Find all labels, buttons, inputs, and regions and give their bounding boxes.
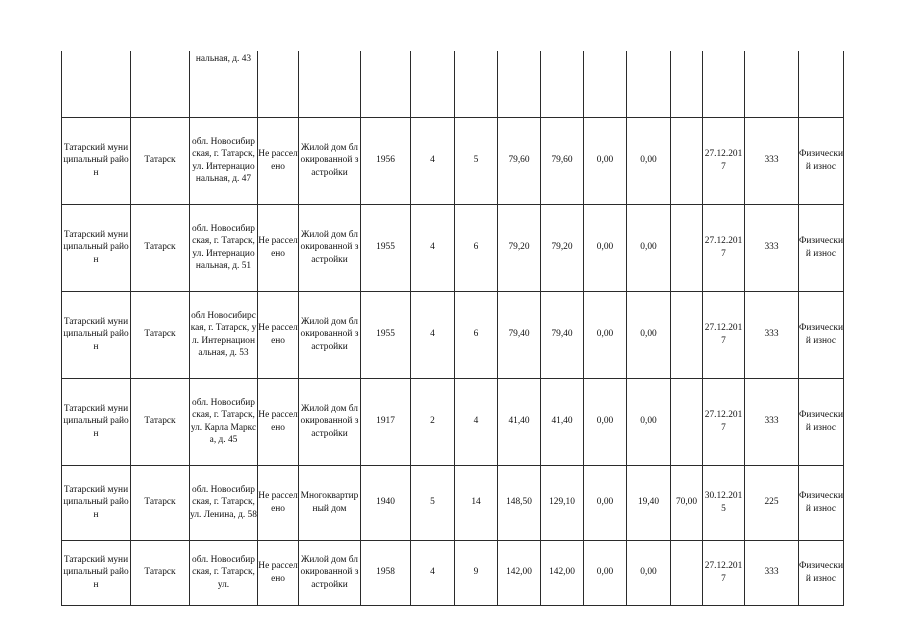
cell-status bbox=[258, 51, 299, 117]
cell-col10: 41,40 bbox=[541, 378, 584, 465]
cell-col11 bbox=[584, 51, 627, 117]
cell-col8: 6 bbox=[455, 291, 498, 378]
cell-col15: 333 bbox=[745, 291, 799, 378]
cell-reason: Физический износ bbox=[799, 204, 844, 291]
cell-status: Не расселено bbox=[258, 117, 299, 204]
cell-building-type: Жилой дом блокированной застройки bbox=[299, 291, 361, 378]
cell-col13 bbox=[671, 291, 703, 378]
cell-col8: 9 bbox=[455, 540, 498, 605]
cell-reason: Физический износ bbox=[799, 378, 844, 465]
cell-municipality: Татарский муниципальный район bbox=[62, 117, 131, 204]
cell-date: 27.12.2017 bbox=[703, 540, 745, 605]
table-row bbox=[62, 378, 844, 465]
cell-status: Не расселено bbox=[258, 204, 299, 291]
housing-table bbox=[61, 51, 844, 606]
cell-col10: 79,60 bbox=[541, 117, 584, 204]
cell-building-type: Жилой дом блокированной застройки bbox=[299, 204, 361, 291]
cell-col11: 0,00 bbox=[584, 291, 627, 378]
cell-col15: 333 bbox=[745, 540, 799, 605]
cell-col10: 79,40 bbox=[541, 291, 584, 378]
cell-date: 27.12.2017 bbox=[703, 378, 745, 465]
cell-col9 bbox=[498, 51, 541, 117]
cell-col7: 4 bbox=[411, 291, 455, 378]
cell-col9: 148,50 bbox=[498, 465, 541, 540]
cell-col8: 14 bbox=[455, 465, 498, 540]
cell-reason: Физический износ bbox=[799, 540, 844, 605]
cell-col8 bbox=[455, 51, 498, 117]
cell-building-type: Многоквартирный дом bbox=[299, 465, 361, 540]
cell-settlement: Татарск bbox=[131, 291, 190, 378]
cell-year: 1958 bbox=[361, 540, 411, 605]
cell-col10: 142,00 bbox=[541, 540, 584, 605]
cell-reason: Физический износ bbox=[799, 117, 844, 204]
cell-reason: Физический износ bbox=[799, 465, 844, 540]
cell-col7: 4 bbox=[411, 117, 455, 204]
cell-status: Не расселено bbox=[258, 378, 299, 465]
cell-col7: 2 bbox=[411, 378, 455, 465]
cell-settlement bbox=[131, 51, 190, 117]
cell-address: обл. Новосибирская, г. Татарск, ул. Ленина, д. 58 bbox=[190, 465, 258, 540]
cell-col7: 4 bbox=[411, 204, 455, 291]
table-row bbox=[62, 465, 844, 540]
cell-status: Не расселено bbox=[258, 291, 299, 378]
cell-col12 bbox=[627, 51, 671, 117]
cell-year: 1917 bbox=[361, 378, 411, 465]
cell-year bbox=[361, 51, 411, 117]
cell-col12: 19,40 bbox=[627, 465, 671, 540]
cell-col13 bbox=[671, 51, 703, 117]
cell-col8: 5 bbox=[455, 117, 498, 204]
cell-col15: 333 bbox=[745, 378, 799, 465]
cell-settlement: Татарск bbox=[131, 204, 190, 291]
cell-municipality bbox=[62, 51, 131, 117]
cell-reason: Физический износ bbox=[799, 291, 844, 378]
cell-col11: 0,00 bbox=[584, 540, 627, 605]
cell-col15 bbox=[745, 51, 799, 117]
cell-date: 30.12.2015 bbox=[703, 465, 745, 540]
cell-col12: 0,00 bbox=[627, 204, 671, 291]
cell-col13 bbox=[671, 378, 703, 465]
cell-municipality: Татарский муниципальный район bbox=[62, 204, 131, 291]
table-row bbox=[62, 204, 844, 291]
cell-building-type: Жилой дом блокированной застройки bbox=[299, 378, 361, 465]
cell-col10: 129,10 bbox=[541, 465, 584, 540]
cell-date: 27.12.2017 bbox=[703, 117, 745, 204]
cell-col11: 0,00 bbox=[584, 378, 627, 465]
cell-address: нальная, д. 43 bbox=[190, 51, 258, 117]
cell-building-type bbox=[299, 51, 361, 117]
cell-col8: 4 bbox=[455, 378, 498, 465]
cell-col13: 70,00 bbox=[671, 465, 703, 540]
table-row-continued bbox=[62, 51, 844, 117]
cell-status: Не расселено bbox=[258, 540, 299, 605]
cell-col10: 79,20 bbox=[541, 204, 584, 291]
table-row bbox=[62, 540, 844, 605]
cell-date: 27.12.2017 bbox=[703, 291, 745, 378]
cell-col13 bbox=[671, 117, 703, 204]
cell-settlement: Татарск bbox=[131, 117, 190, 204]
cell-reason bbox=[799, 51, 844, 117]
cell-address: обл. Новосибирская, г. Татарск, ул. Интернациональная, д. 47 bbox=[190, 117, 258, 204]
cell-col15: 225 bbox=[745, 465, 799, 540]
cell-col13 bbox=[671, 204, 703, 291]
cell-status: Не расселено bbox=[258, 465, 299, 540]
cell-col13 bbox=[671, 540, 703, 605]
cell-col12: 0,00 bbox=[627, 540, 671, 605]
cell-col11: 0,00 bbox=[584, 204, 627, 291]
cell-building-type: Жилой дом блокированной застройки bbox=[299, 540, 361, 605]
cell-col7: 5 bbox=[411, 465, 455, 540]
cell-col11: 0,00 bbox=[584, 465, 627, 540]
cell-municipality: Татарский муниципальный район bbox=[62, 465, 131, 540]
cell-col8: 6 bbox=[455, 204, 498, 291]
cell-col15: 333 bbox=[745, 117, 799, 204]
table-row bbox=[62, 117, 844, 204]
cell-settlement: Татарск bbox=[131, 378, 190, 465]
cell-municipality: Татарский муниципальный район bbox=[62, 291, 131, 378]
cell-address: обл. Новосибирская, г. Татарск, ул. bbox=[190, 540, 258, 605]
cell-col11: 0,00 bbox=[584, 117, 627, 204]
cell-address: обл. Новосибирская, г. Татарск, ул. Интернациональная, д. 51 bbox=[190, 204, 258, 291]
cell-col7 bbox=[411, 51, 455, 117]
cell-col10 bbox=[541, 51, 584, 117]
cell-col12: 0,00 bbox=[627, 378, 671, 465]
cell-municipality: Татарский муниципальный район bbox=[62, 378, 131, 465]
cell-col9: 79,60 bbox=[498, 117, 541, 204]
table-row bbox=[62, 291, 844, 378]
cell-year: 1955 bbox=[361, 204, 411, 291]
cell-municipality: Татарский муниципальный район bbox=[62, 540, 131, 605]
cell-year: 1955 bbox=[361, 291, 411, 378]
cell-col7: 4 bbox=[411, 540, 455, 605]
cell-year: 1940 bbox=[361, 465, 411, 540]
cell-col9: 142,00 bbox=[498, 540, 541, 605]
cell-building-type: Жилой дом блокированной застройки bbox=[299, 117, 361, 204]
cell-address: обл Новосибирская, г. Татарск, ул. Интернациональная, д. 53 bbox=[190, 291, 258, 378]
cell-date bbox=[703, 51, 745, 117]
cell-address: обл. Новосибирская, г. Татарск, ул. Карла Маркса, д. 45 bbox=[190, 378, 258, 465]
cell-col9: 41,40 bbox=[498, 378, 541, 465]
cell-col15: 333 bbox=[745, 204, 799, 291]
cell-date: 27.12.2017 bbox=[703, 204, 745, 291]
cell-settlement: Татарск bbox=[131, 465, 190, 540]
cell-col12: 0,00 bbox=[627, 117, 671, 204]
cell-year: 1956 bbox=[361, 117, 411, 204]
cell-col9: 79,20 bbox=[498, 204, 541, 291]
cell-col12: 0,00 bbox=[627, 291, 671, 378]
cell-col9: 79,40 bbox=[498, 291, 541, 378]
cell-settlement: Татарск bbox=[131, 540, 190, 605]
